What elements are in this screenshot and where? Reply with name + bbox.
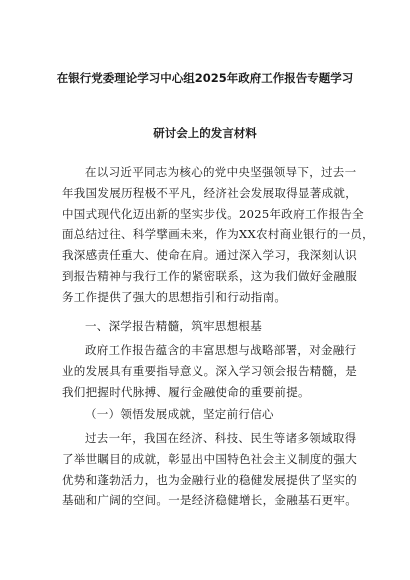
paragraph-line: 年我国发展历程极不平凡，经济社会发展取得显著成就， bbox=[62, 185, 357, 200]
paragraph-line: 了举世瞩目的成就，彰显出中国特色社会主义制度的强大 bbox=[62, 451, 357, 466]
paragraph-line: 政府工作报告蕴含的丰富思想与战略部署，对金融行 bbox=[85, 343, 357, 357]
document-title-line-2: 研讨会上的发言材料 bbox=[153, 126, 257, 140]
paragraph-line: 到报告精神与我行工作的紧密联系，这为我们做好金融服 bbox=[62, 268, 357, 283]
paragraph-line: 务工作提供了强大的思想指引和行动指南。 bbox=[62, 289, 287, 304]
paragraph-2 bbox=[62, 340, 357, 402]
subsection-heading-1: （一）领悟发展成就，坚定前行信心 bbox=[85, 407, 274, 421]
paragraph-line: 基础和广阔的空间。一是经济稳健增长，金融基石更牢。 bbox=[62, 493, 357, 508]
paragraph-line: 在以习近平同志为核心的党中央坚强领导下，过去一 bbox=[85, 165, 357, 179]
section-heading-1: 一、深学报告精髓，筑牢思想根基 bbox=[85, 319, 262, 333]
paragraph-line: 我深感责任重大、使命在肩。通过深入学习，我深刻认识 bbox=[62, 248, 357, 263]
paragraph-1 bbox=[62, 162, 374, 308]
document-title-line-1: 在银行党委理论学习中心组2025年政府工作报告专题学习 bbox=[56, 71, 354, 85]
paragraph-line: 我们把握时代脉搏、履行金融使命的重要前提。 bbox=[62, 384, 310, 399]
paragraph-line: 面总结过往、科学擘画未来，作为XX农村商业银行的一员， bbox=[62, 227, 374, 242]
paragraph-3 bbox=[62, 428, 357, 511]
paragraph-line: 优势和蓬勃活力，也为金融行业的稳健发展提供了坚实的 bbox=[62, 472, 357, 487]
paragraph-line: 过去一年，我国在经济、科技、民生等诸多领域取得 bbox=[85, 431, 357, 445]
paragraph-line: 中国式现代化迈出新的坚实步伐。2025年政府工作报告全 bbox=[62, 206, 364, 221]
paragraph-line: 业的发展具有重要指导意义。深入学习领会报告精髓，是 bbox=[62, 363, 357, 378]
